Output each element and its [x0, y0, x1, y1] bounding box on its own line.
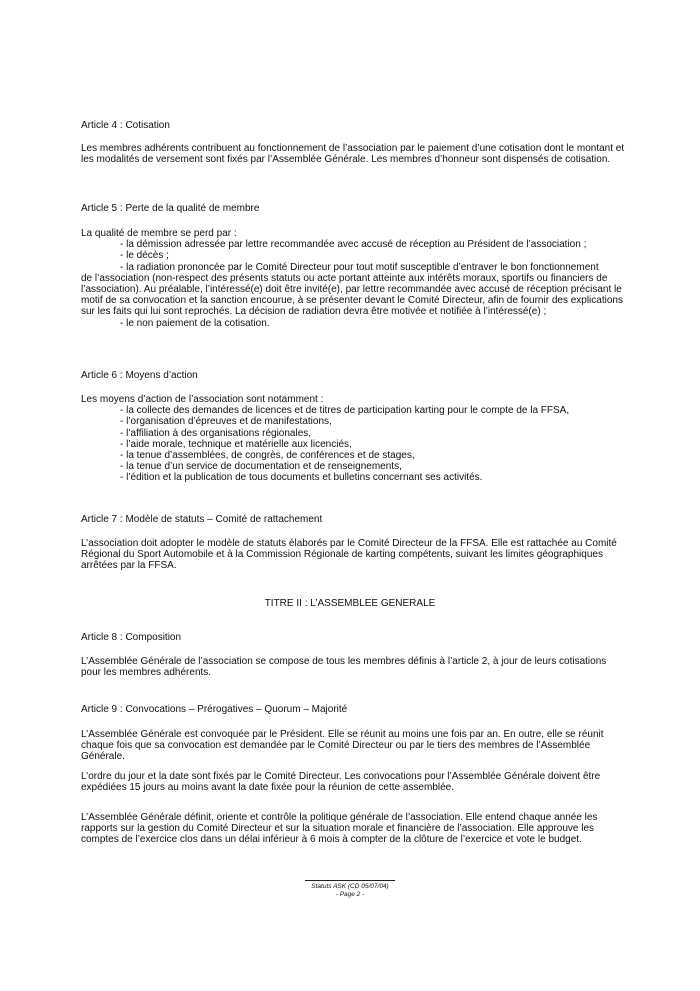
article-9-paragraph: L’Assemblée Générale est convoquée par le Président. Elle se réunit au moins une fois par an. En outre, elle se réunit chaque fois que sa convocation est demandée par le Comité Directeur ou par le tiers des membres de l’Assemblée Générale. [81, 729, 604, 763]
list-item-continuation: de l’association (non-respect des présents statuts ou acte portant atteinte aux intérêts moraux, sportifs ou financiers de l’association). Au préalable, l’intéressé(e) doit être invité(e), par lettre recommandée avec accusé de réception précisant le motif de sa convocation et la sanction encourue, à se présenter devant le Comité Directeur, afin de fournir des explications sur les faits qui lui sont reprochés. La décision de radiation devra être motivée et notifiée à l’intéressé(e) ; [81, 272, 623, 318]
article-9-paragraph: L’Assemblée Générale définit, oriente et contrôle la politique générale de l’association. Elle entend chaque année les rapports sur la gestion du Comité Directeur et sur la situation morale et financière de l’association. Elle approuve les comptes de l’exercice clos dans un délai inférieur à 6 mois à compter de la clôture de l’exercice et vote le budget. [81, 812, 598, 846]
article-6-intro: Les moyens d’action de l’association sont notamment : [81, 394, 324, 405]
list-item: - la tenue d’assemblées, de congrès, de conférences et de stages, [120, 450, 415, 462]
footer-doc-ref: Statuts ASK (CD 05/07/04) [311, 883, 389, 890]
article-7-body [81, 538, 626, 572]
list-item: - le non paiement de la cotisation. [120, 317, 270, 329]
article-4-paragraph: Les membres adhérents contribuent au fonctionnement de l’association par le paiement d’une cotisation dont le montant et les modalités de versement sont fixés par l’Assemblée Générale. Les membres d’honneur sont dispensés de cotisation. [81, 143, 625, 166]
article-9-heading: Article 9 : Convocations – Prérogatives – Quorum – Majorité [81, 704, 348, 715]
article-6-body [81, 394, 626, 484]
article-9-paragraph: L’ordre du jour et la date sont fixés par le Comité Directeur. Les convocations pour l’Assemblée Générale doivent être expédiées 15 jours au moins avant la date fixée pour la réunion de cette assemblée. [81, 771, 601, 794]
list-item: - la collecte des demandes de licences et de titres de participation karting pour le compte de la FFSA, [120, 405, 570, 417]
article-9-p1 [81, 729, 626, 763]
footer-rule [305, 880, 395, 881]
list-item: - l’édition et la publication de tous documents et bulletins concernant ses activités. [120, 472, 483, 484]
article-5-body [81, 228, 626, 329]
article-4-heading: Article 4 : Cotisation [81, 120, 170, 131]
article-5-intro: La qualité de membre se perd par : [81, 228, 237, 239]
article-6-heading: Article 6 : Moyens d’action [81, 370, 198, 381]
article-7-heading: Article 7 : Modèle de statuts – Comité de rattachement [81, 514, 323, 525]
list-item: - l’aide morale, technique et matérielle aux licenciés, [120, 438, 352, 450]
article-7-paragraph: L’association doit adopter le modèle de statuts élaborés par le Comité Directeur de la FFSA. Elle est rattachée au Comité Régional du Sport Automobile et à la Commission Régionale de karting compétents, suivant les limites géographiques arrêtées par la FFSA. [81, 538, 617, 572]
article-5-heading: Article 5 : Perte de la qualité de membre [81, 203, 260, 214]
list-item: - la démission adressée par lettre recommandée avec accusé de réception au Président de l’association ; [120, 239, 587, 251]
title-ii: TITRE II : L’ASSEMBLEE GENERALE [264, 598, 436, 609]
list-item: - l’organisation d’épreuves et de manifestations, [120, 416, 332, 428]
article-8-body [81, 656, 626, 678]
list-item: - l’affiliation à des organisations régionales, [120, 427, 312, 439]
article-9-p2 [81, 771, 626, 793]
footer-page-number: - Page 2 - [335, 891, 365, 898]
article-8-paragraph: L’Assemblée Générale de l’association se compose de tous les membres définis à l’article 2, à jour de leurs cotisations pour les membres adhérents. [81, 656, 607, 679]
list-item: - la radiation prononcée par le Comité Directeur pour tout motif susceptible d’entraver le bon fonctionnement [120, 261, 599, 273]
article-9-p3 [81, 812, 626, 846]
article-4-body [81, 143, 626, 165]
list-item: - le décès ; [120, 250, 169, 262]
list-item: - la tenue d’un service de documentation et de renseignements, [120, 461, 402, 473]
article-8-heading: Article 8 : Composition [81, 632, 182, 643]
